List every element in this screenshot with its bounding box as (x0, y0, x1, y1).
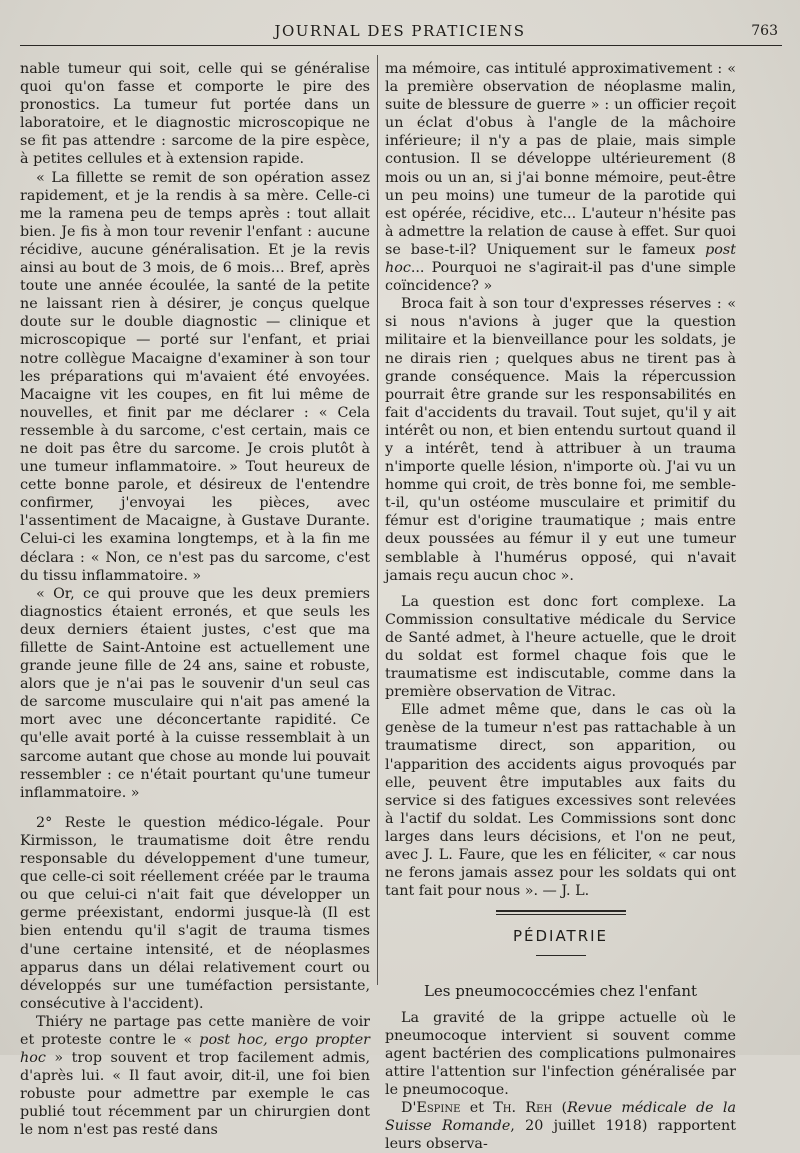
paragraph: « La fillette se remit de son opération assez rapidement, et je la rendis à sa mère. Celle-ci me la ramena peu de temps après : tout allait bien. Je fis à mon tour revenir l'enfant : aucune récidive, aucune généralisation. Et je la revis ainsi au bout de 3 mois, de 6 mois... Bref, après toute une année écoulée, la santé de la petite ne laissant rien à désirer, je conçus quelque doute sur le double diagnostic — clinique et microscopique — porté sur l'enfant, et priai notre collègue Macaigne d'examiner à son tour les préparations qui m'avaient été envoyées. Macaigne vit les coupes, en fit lui même de nouvelles, et finit par me déclarer : « Cela ressemble à du sarcome, c'est certain, mais ce ne doit pas être du sarcome. Je crois plutôt à une tumeur inflammatoire. » Tout heureux de cette bonne parole, et désireux de l'entendre confirmer, j'envoyai les pièces, avec l'assentiment de Macaigne, à Gustave Durante. Celui-ci les examina longtemps, et à la fin me déclara : « Non, ce n'est pas du sarcome, c'est du tissu inflammatoire. » (20, 169, 370, 584)
text-run: et (460, 1099, 494, 1116)
author-name: Th. Reh (493, 1099, 553, 1116)
column-divider (377, 55, 378, 985)
paragraph-gap (385, 585, 736, 593)
paragraph: Elle admet même que, dans le cas où la genèse de la tumeur n'est pas rattachable à un traumatisme direct, son apparition, ou l'apparition des accidents aigus provoqués par elle, peuvent être imputables aux faits du service si des fatigues excessives sont relevées à l'actif du soldat. Les Commissions sont donc larges dans leurs décisions, et l'on ne peut, avec J. L. Faure, que les en féliciter, « car nous ne ferons jamais assez pour les soldats qui ont tant fait pour nous ». — J. L. (385, 702, 736, 900)
paragraph: « Or, ce qui prouve que les deux premiers diagnostics étaient erronés, et que seuls les deux derniers étaient justes, c'est que ma fillette de Saint-Antoine est actuellement une grande jeune fille de 24 ans, saine et robuste, alors que je n'ai pas le souvenir d'un seul cas de sarcome musculaire qui n'ait pas amené la mort avec une déconcertante rapidité. Ce qu'elle avait porté à la cuisse ressemblait à un sarcome autant que chose au monde lui pouvait ressembler : ce n'était pourtant qu'une tumeur inflammatoire. » (20, 585, 370, 801)
paragraph-gap (20, 802, 370, 814)
paragraph: La gravité de la grippe actuelle où le pneumocoque intervient si souvent comme agent bactérien des complications pulmonaires attire l'attention sur l'infection généralisée par le pneumocoque. (385, 1009, 736, 1098)
text-run: Thiéry ne partage pas cette manière de voir et proteste contre le « (20, 1013, 370, 1048)
section-underline (536, 955, 586, 956)
section-title: PÉDIATRIE (512, 927, 609, 946)
paragraph: Broca fait à son tour d'expresses réserves : « si nous n'avions à juger que la question militaire et la bienveillance pour les soldats, je ne dirais rien ; quelques abus ne tirent pas à grande conséquence. Mais la répercussion pourrait être grande sur les responsabilités en fait d'accidents du travail. Tout sujet, qu'il y ait intérêt ou non, et bien entendu surtout quand il y a intérêt, tend à attribuer à un trauma n'importe quelle lésion, n'importe où. J'ai vu un homme qui croit, de très bonne foi, me semble-t-il, qu'un ostéome musculaire et primitif du fémur est d'origine traumatique ; mais entre deux poussées au fémur il y eut une tumeur semblable à l'humérus opposé, qui n'avait jamais reçu aucun choc ». (385, 296, 736, 584)
article-title: Les pneumococcémies chez l'enfant (423, 982, 698, 1001)
text-run: ... Pourquoi ne s'agirait-il pas d'une simple coïncidence? » (385, 260, 736, 295)
paragraph (20, 1013, 370, 1140)
left-column (20, 60, 371, 1139)
page-number: 763 (751, 23, 778, 39)
text-run: ma mémoire, cas intitulé approximativement : « la première observation de néoplasme malin, suite de blessure de guerre » : un officier reçoit un éclat d'obus à l'angle de la mâchoire inférieure; il n'y a pas de plaie, mais simple contusion. Il se développe ultérieurement (8 mois ou un an, si j'ai bonne mémoire, peut-être un peu moins) une tumeur de la parotide qui est opérée, récidive, etc... L'auteur n'hésite pas à admettre la relation de cause à effet. Sur quoi se base-t-il? Uniquement sur le fameux (385, 61, 736, 258)
right-column (385, 60, 737, 1153)
paragraph: La question est donc fort complexe. La Commission consultative médicale du Service de Santé admet, à l'heure actuelle, que le droit du soldat est formel chaque fois que le traumatisme est indiscutable, comme dans la première observation de Vitrac. (385, 593, 736, 701)
header-rule (20, 45, 782, 46)
paragraph: 2° Reste le question médico-légale. Pour Kirmisson, le traumatisme doit être rendu responsable du développement d'une tumeur, que celle-ci soit réellement créée par le trauma ou que celui-ci n'ait fait que développer un germe préexistant, endormi jusque-là (Il est bien entendu qu'il s'agit de trauma tismes d'une certaine intensité, et de néoplasmes apparus dans un délai relativement court ou développés sur une tuméfaction persistante, consécutive à l'accident). (20, 814, 370, 1012)
text-run: » trop souvent et trop facilement admis, d'après lui. « Il faut avoir, dit-il, une foi bien robuste pour admettre par exemple le cas publié tout récemment par un chirurgien dont le nom n'est pas resté dans (20, 1050, 370, 1139)
italic-text: post hoc (385, 241, 736, 277)
paragraph: nable tumeur qui soit, celle qui se généralise quoi qu'on fasse et comporte le pire des pronostics. La tumeur fut portée dans un laboratoire, et le diagnostic microscopique ne se fit pas attendre : sarcome de la pire espèce, à petites cellules et à extension rapide. (20, 61, 370, 168)
page-header (20, 18, 780, 48)
author-name: D'Espine (401, 1099, 461, 1116)
text-run: ( (552, 1099, 568, 1116)
paragraph (385, 1099, 736, 1153)
journal-title: JOURNAL DES PRATICIENS (274, 22, 526, 40)
italic-text: Revue médicale de la Suisse Romande (385, 1099, 737, 1135)
italic-text: post hoc, ergo propter hoc (20, 1031, 371, 1067)
section-rule (496, 910, 626, 915)
paragraph (385, 60, 736, 295)
text-run: , 20 juillet 1918) rapportent leurs observa- (385, 1118, 736, 1153)
